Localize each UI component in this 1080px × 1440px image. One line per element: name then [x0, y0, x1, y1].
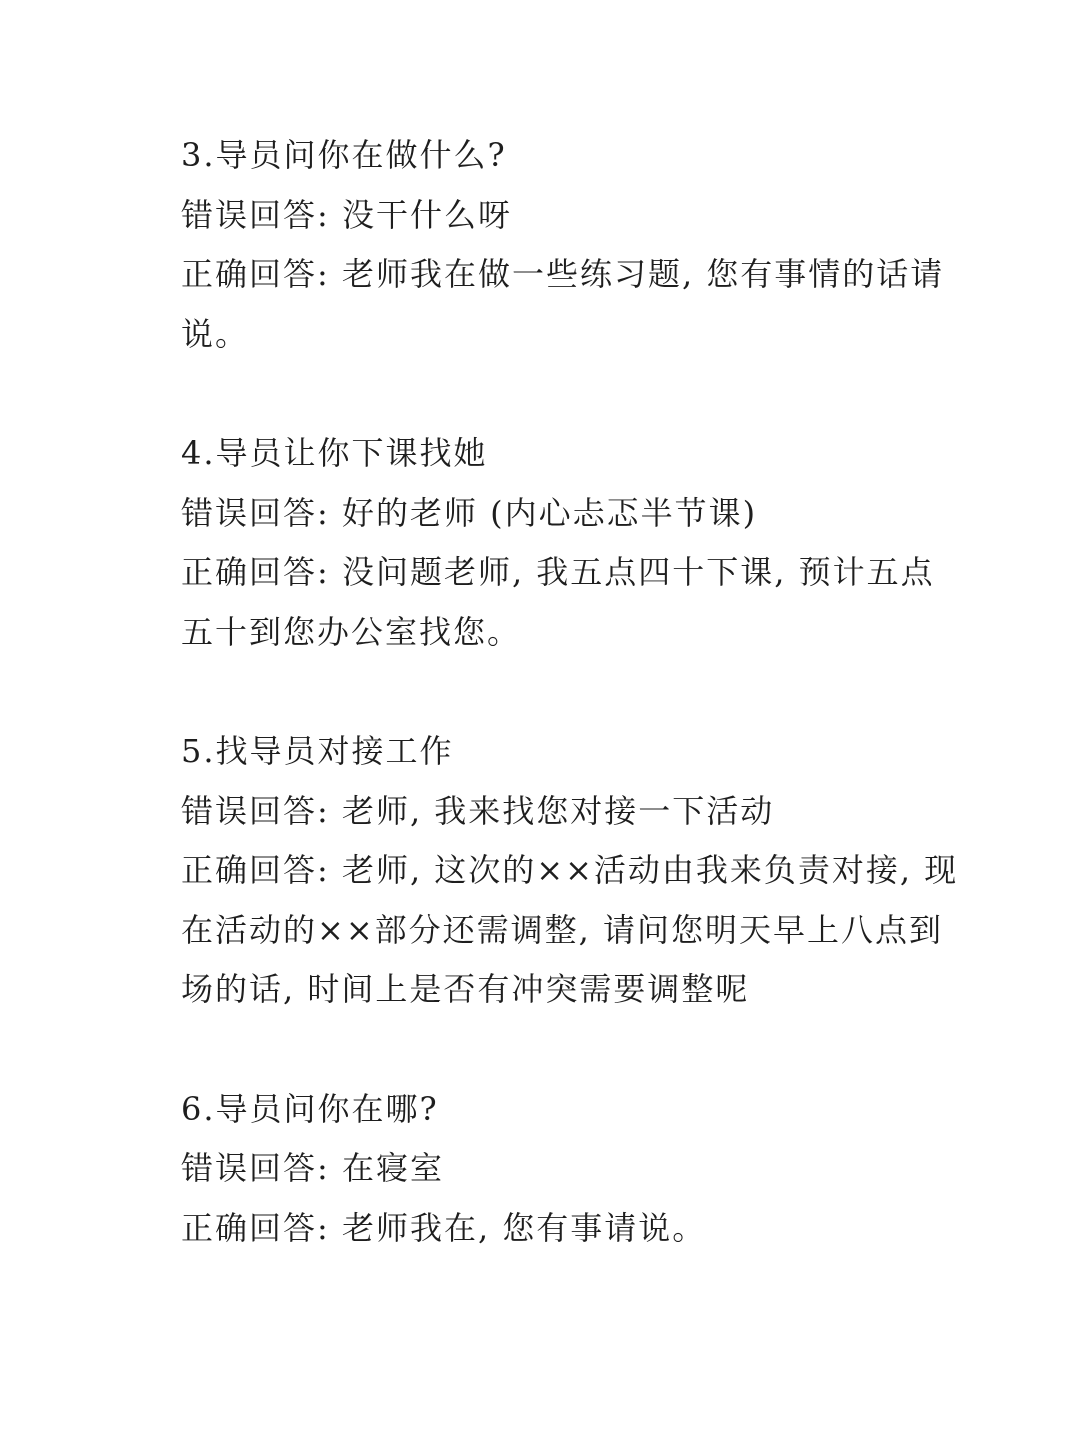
- right-answer-4: 正确回答: 没问题老师, 我五点四十下课, 预计五点五十到您办公室找您。: [181, 553, 935, 651]
- qa-list: [181, 126, 961, 1318]
- qa-section-5: [181, 722, 961, 1020]
- question-4: 4.导员让你下课找她: [181, 434, 488, 472]
- qa-section-6: [181, 1080, 961, 1259]
- question-5: 5.找导员对接工作: [181, 732, 454, 770]
- right-answer-3: 正确回答: 老师我在做一些练习题, 您有事情的话请说。: [181, 255, 945, 353]
- right-answer-6: 正确回答: 老师我在, 您有事请说。: [181, 1208, 707, 1247]
- wrong-answer-5: 错误回答: 老师, 我来找您对接一下活动: [181, 791, 775, 830]
- wrong-answer-3: 错误回答: 没干什么呀: [181, 195, 512, 234]
- qa-section-3: [181, 126, 961, 364]
- right-answer-5: 正确回答: 老师, 这次的××活动由我来负责对接, 现在活动的××部分还需调整, 请问您明天早上八点到场的话, 时间上是否有冲突需要调整呢: [181, 851, 959, 1008]
- question-6: 6.导员问你在哪?: [181, 1089, 439, 1128]
- wrong-answer-6: 错误回答: 在寝室: [181, 1149, 444, 1187]
- qa-section-4: [181, 424, 961, 662]
- question-3: 3.导员问你在做什么?: [181, 136, 507, 174]
- wrong-answer-4: 错误回答: 好的老师 (内心忐忑半节课): [181, 493, 758, 532]
